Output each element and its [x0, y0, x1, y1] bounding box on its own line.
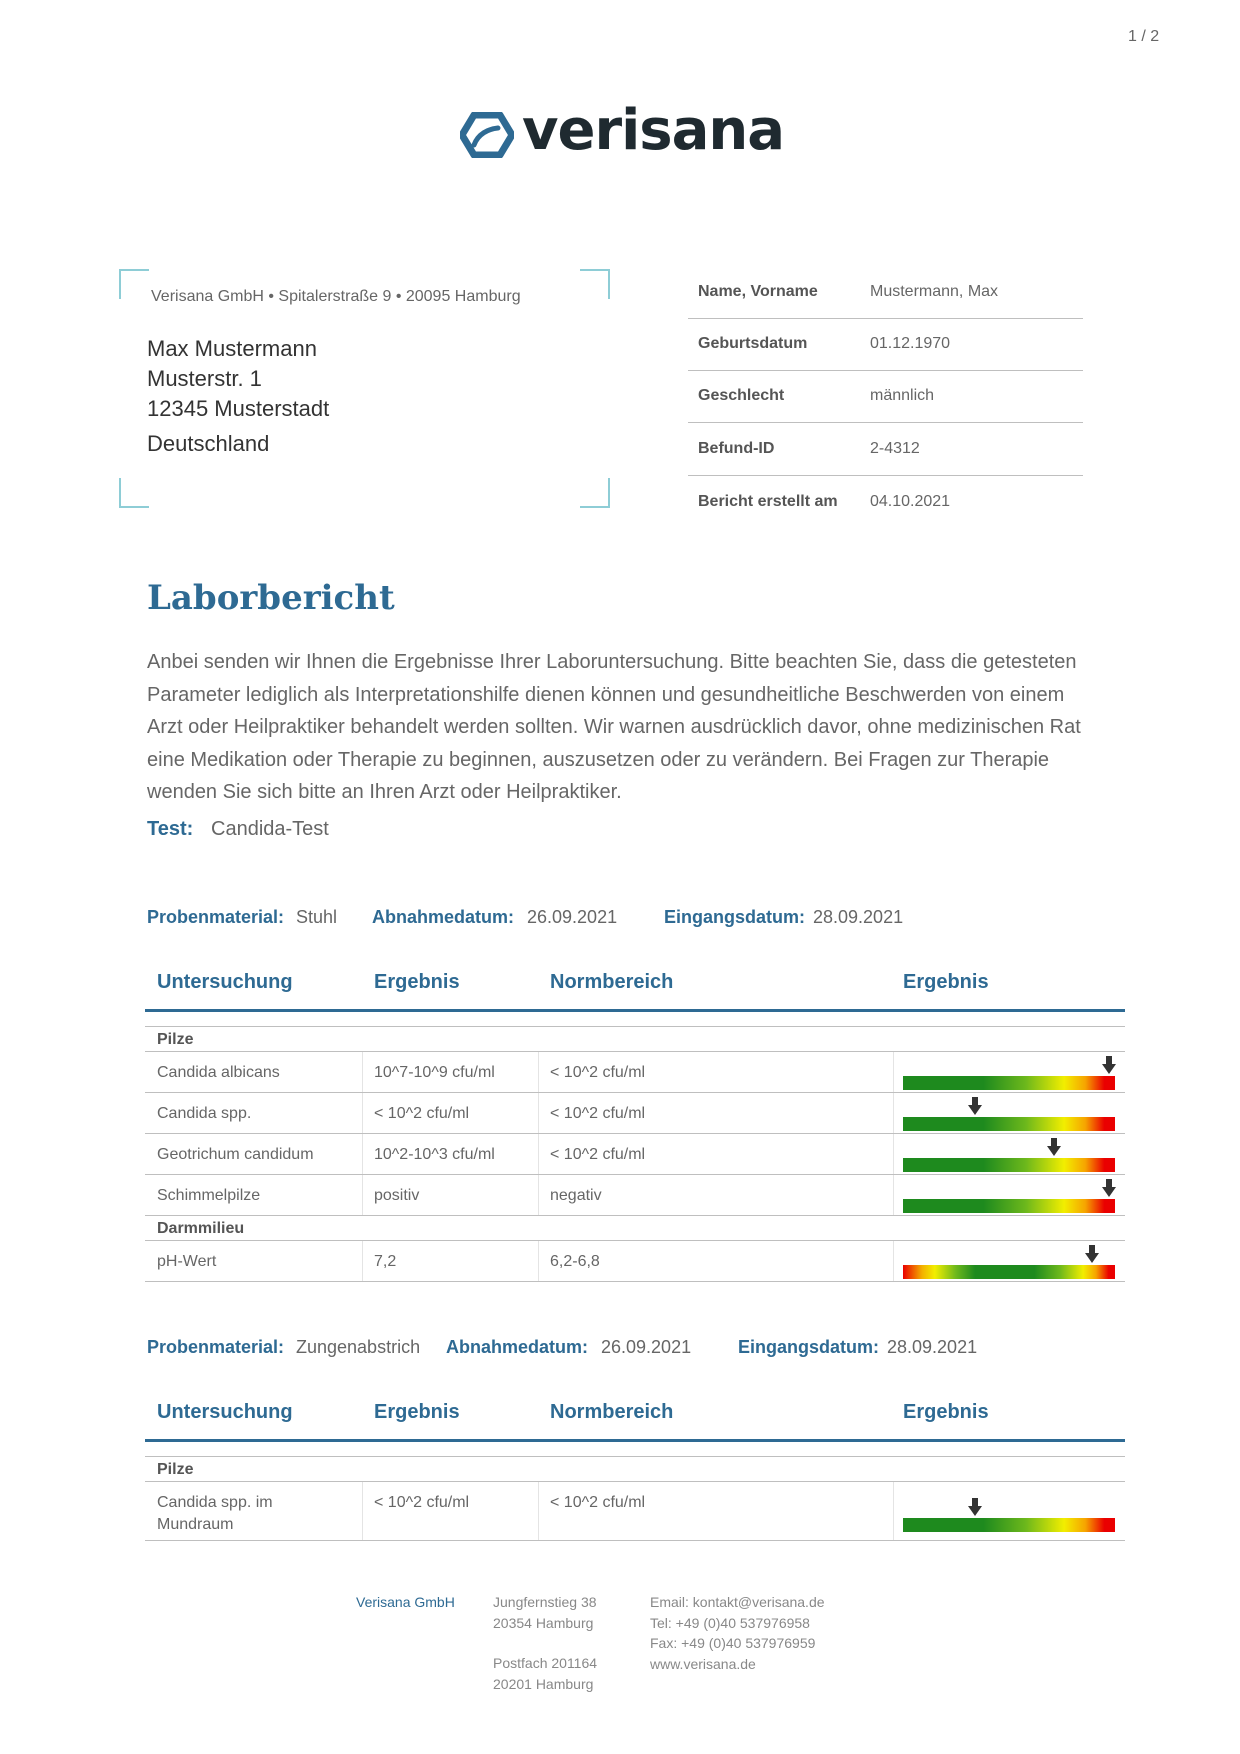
- recipient-street: Musterstr. 1: [147, 366, 262, 391]
- examination-cell: Candida spp. im Mundraum: [157, 1494, 273, 1533]
- info-row-gender: [688, 370, 1083, 423]
- table-row: [145, 1482, 1125, 1541]
- collection-label: Abnahmedatum:: [446, 1337, 589, 1357]
- footer-email[interactable]: Email: kontakt@verisana.de: [650, 1594, 825, 1610]
- arrow-down-icon: [1085, 1245, 1099, 1263]
- receipt-label: Eingangsdatum:: [664, 907, 806, 927]
- info-row-birthdate: [688, 318, 1083, 371]
- recipient-city: 12345 Musterstadt: [147, 396, 330, 421]
- report-intro: Anbei senden wir Ihnen die Ergebnisse Ihrer Laboruntersuchung. Bitte beachten Sie, dass die getesteten Parameter lediglich als Interpretationshilfe dienen können und gesundheitliche Beschwerden von einem Arzt oder Heilpraktiker behandelt werden sollten. Wir warnen ausdrücklich davor, ohne medizinischen Rat eine Medikation oder Therapie zu beginnen, auszusetzen oder zu verändern. Bei Fragen zur Therapie wenden Sie sich bitte an Ihren Arzt oder Heilpraktiker.: [147, 651, 1081, 803]
- table-row: [145, 1241, 1125, 1282]
- results-table-tongue-swab: [145, 1387, 1125, 1541]
- examination-cell: Geotrichum candidum: [157, 1146, 314, 1163]
- info-value: 2-4312: [870, 440, 920, 457]
- result-gauge: [903, 1158, 1115, 1172]
- info-row-report-date: [688, 476, 1083, 528]
- table-header: [145, 1387, 1125, 1442]
- result-cell: positiv: [374, 1187, 420, 1204]
- info-value: Mustermann, Max: [870, 283, 999, 300]
- examination-cell: Schimmelpilze: [157, 1187, 261, 1204]
- result-cell: 10^7-10^9 cfu/ml: [374, 1064, 495, 1081]
- page-number: 1 / 2: [1128, 28, 1160, 45]
- footer-company: Verisana GmbH: [356, 1594, 455, 1610]
- footer-website[interactable]: www.verisana.de: [650, 1655, 756, 1672]
- category-row: [145, 1027, 1125, 1052]
- header-examination: Untersuchung: [157, 971, 293, 993]
- info-label: Bericht erstellt am: [698, 493, 838, 510]
- sample-value: Stuhl: [296, 907, 338, 927]
- table-row: [145, 1134, 1125, 1175]
- arrow-down-icon: [1102, 1179, 1116, 1197]
- info-label: Befund-ID: [698, 440, 775, 457]
- recipient-name: Max Mustermann: [147, 336, 317, 361]
- sample-value: Zungenabstrich: [296, 1337, 421, 1357]
- receipt-value: 28.09.2021: [813, 907, 904, 927]
- results-table-stool: [145, 957, 1125, 1282]
- norm-cell: 6,2-6,8: [550, 1253, 600, 1270]
- footer-street: Jungfernstieg 38: [493, 1594, 597, 1610]
- arrow-down-icon: [968, 1498, 982, 1516]
- window-corner-bottom-right: [580, 478, 610, 508]
- norm-cell: negativ: [550, 1187, 602, 1204]
- footer-postbox: [493, 1653, 597, 1694]
- header-result: Ergebnis: [374, 1401, 460, 1423]
- window-corner-bottom-left: [119, 478, 149, 508]
- result-cell: 7,2: [374, 1253, 397, 1270]
- arrow-down-icon: [1047, 1138, 1061, 1156]
- header-examination: Untersuchung: [157, 1401, 293, 1423]
- footer-address: [493, 1592, 597, 1633]
- category-label: Pilze: [157, 1031, 194, 1048]
- info-label: Geburtsdatum: [698, 335, 808, 352]
- hexagon-logo-icon: [460, 112, 514, 158]
- info-value: 04.10.2021: [870, 493, 951, 510]
- header-result: Ergebnis: [374, 971, 460, 993]
- sample-label: Probenmaterial:: [147, 907, 285, 927]
- category-label: Pilze: [157, 1461, 194, 1478]
- norm-cell: < 10^2 cfu/ml: [550, 1064, 646, 1081]
- result-gauge: [903, 1199, 1115, 1213]
- result-gauge: [903, 1518, 1115, 1532]
- footer-phone: Tel: +49 (0)40 537976958: [650, 1614, 810, 1631]
- examination-cell: Candida spp.: [157, 1105, 252, 1122]
- collection-label: Abnahmedatum:: [372, 907, 515, 927]
- footer-postbox-city: 20201 Hamburg: [493, 1675, 594, 1692]
- norm-cell: < 10^2 cfu/ml: [550, 1105, 646, 1122]
- result-gauge-ph: [903, 1265, 1115, 1279]
- header-gap: [145, 1442, 1125, 1457]
- info-value: 01.12.1970: [870, 335, 951, 352]
- result-gauge: [903, 1076, 1115, 1090]
- category-row: [145, 1216, 1125, 1241]
- window-corner-top-left: [119, 269, 149, 299]
- test-value: Candida-Test: [211, 818, 329, 840]
- norm-cell: < 10^2 cfu/ml: [550, 1494, 646, 1511]
- info-label: Name, Vorname: [698, 283, 818, 300]
- result-cell: < 10^2 cfu/ml: [374, 1105, 470, 1122]
- header-result-gauge: Ergebnis: [903, 1401, 989, 1423]
- recipient-country: Deutschland: [147, 431, 270, 456]
- category-label: Darmmilieu: [157, 1220, 245, 1237]
- table-row: [145, 1093, 1125, 1134]
- arrow-down-icon: [968, 1097, 982, 1115]
- logo-wordmark: verisana: [522, 98, 785, 163]
- header-norm: Normbereich: [550, 971, 674, 993]
- info-row-report-id: [688, 423, 1083, 476]
- table-row: [145, 1175, 1125, 1216]
- info-value: männlich: [870, 387, 935, 404]
- examination-cell: Candida albicans: [157, 1064, 280, 1081]
- footer-postbox-line: Postfach 201164: [493, 1655, 598, 1671]
- result-cell: < 10^2 cfu/ml: [374, 1494, 470, 1511]
- header-result-gauge: Ergebnis: [903, 971, 989, 993]
- sample-label: Probenmaterial:: [147, 1337, 285, 1357]
- table-row: [145, 1052, 1125, 1093]
- result-gauge: [903, 1117, 1115, 1131]
- header-gap: [145, 1012, 1125, 1027]
- receipt-label: Eingangsdatum:: [738, 1337, 880, 1357]
- sender-line: Verisana GmbH • Spitalerstraße 9 • 20095 Hamburg: [151, 288, 521, 305]
- collection-value: 26.09.2021: [527, 907, 618, 927]
- collection-value: 26.09.2021: [601, 1337, 692, 1357]
- test-label: Test:: [147, 818, 194, 840]
- receipt-value: 28.09.2021: [887, 1337, 978, 1357]
- footer-city: 20354 Hamburg: [493, 1614, 594, 1631]
- category-row: [145, 1457, 1125, 1482]
- norm-cell: < 10^2 cfu/ml: [550, 1146, 646, 1163]
- footer-contact: [650, 1592, 825, 1674]
- arrow-down-icon: [1102, 1056, 1116, 1074]
- report-title: Laborbericht: [147, 578, 395, 618]
- window-corner-top-right: [580, 269, 610, 299]
- info-label: Geschlecht: [698, 387, 785, 404]
- result-cell: 10^2-10^3 cfu/ml: [374, 1146, 495, 1163]
- examination-cell: pH-Wert: [157, 1253, 217, 1270]
- table-header: [145, 957, 1125, 1012]
- info-row-name: [688, 266, 1083, 319]
- footer-fax: Fax: +49 (0)40 537976959: [650, 1635, 816, 1651]
- header-norm: Normbereich: [550, 1401, 674, 1423]
- verisana-logo: [460, 98, 790, 168]
